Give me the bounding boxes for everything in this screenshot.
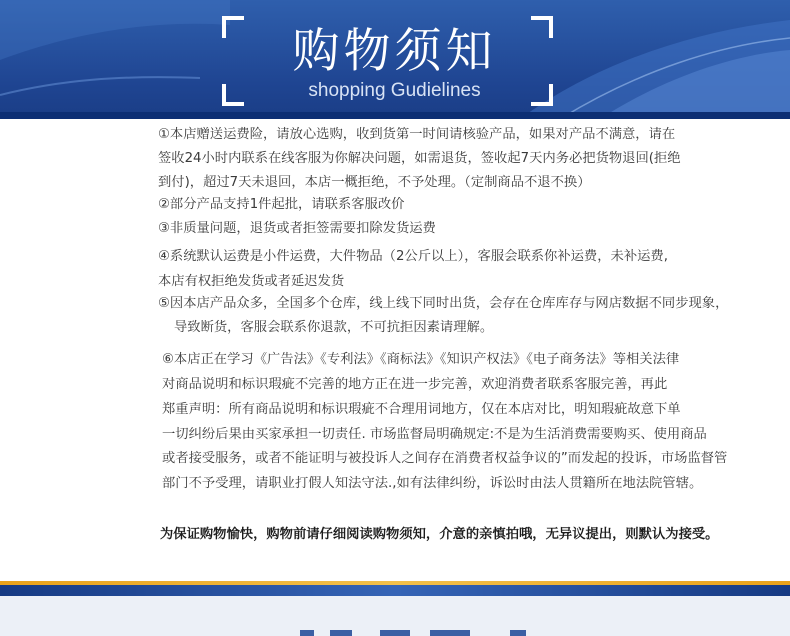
notice-line: 郑重声明：所有商品说明和标识瑕疵不合理用词地方，仅在本店对比，明知瑕疵故意下单 (162, 402, 681, 417)
notice-line: 导致断货，客服会联系你退款，不可抗拒因素请理解。 (174, 320, 494, 335)
notice-content (0, 119, 790, 579)
notice-line: ④系统默认运费是小件运费，大件物品（2公斤以上），客服会联系你补运费，未补运费, (158, 249, 668, 264)
closing-statement: 为保证购物愉快，购物前请仔细阅读购物须知，介意的亲慎拍哦，无异议提出，则默认为接受。 (160, 527, 719, 542)
notice-line: ②部分产品支持1件起批，请联系客服改价 (158, 197, 405, 212)
notice-line: 或者接受服务，或者不能证明与被投诉人之间存在消费者权益争议的”而发起的投诉，市场监督管 (162, 451, 728, 466)
footer-blue-band (0, 585, 790, 596)
notice-line: ③非质量问题，退货或者拒签需要扣除发货运费 (158, 221, 436, 236)
notice-line: ⑥本店正在学习《广告法》《专利法》《商标法》《知识产权法》《电子商务法》等相关法律 (162, 352, 680, 367)
banner-bottom-stripe (0, 112, 790, 119)
notice-line: 签收24小时内联系在线客服为你解决问题，如需退货，签收起7天内务必把货物退回(拒绝 (158, 151, 681, 166)
page-title: 购物须知 (292, 24, 497, 79)
notice-line: 一切纠纷后果由买家承担一切责任. 市场监督局明确规定:不是为生活消费需要购买、使用商品 (162, 427, 707, 442)
notice-line: ⑤因本店产品众多，全国多个仓库，线上线下同时出货，会存在仓库库存与网店数据不同步现象， (158, 296, 729, 311)
notice-line: 对商品说明和标识瑕疵不完善的地方正在进一步完善，欢迎消费者联系客服完善，再此 (162, 377, 668, 392)
notice-line: ①本店赠送运费险，请放心选购，收到货第一时间请核验产品，如果对产品不满意，请在 (158, 127, 676, 142)
notice-line: 部门不予受理，请职业打假人知法守法.,如有法律纠纷，诉讼时由法人贯籍所在地法院管辖。 (162, 476, 703, 491)
footer-cropped-title-marks (300, 628, 540, 636)
notice-line: 到付)，超过7天未退回，本店一概拒绝，不予处理。（定制商品不退不换） (158, 175, 591, 190)
notice-line: 本店有权拒绝发货或者延迟发货 (158, 274, 345, 289)
page-subtitle: shopping Gudielines (308, 80, 481, 101)
header-banner (0, 0, 790, 119)
